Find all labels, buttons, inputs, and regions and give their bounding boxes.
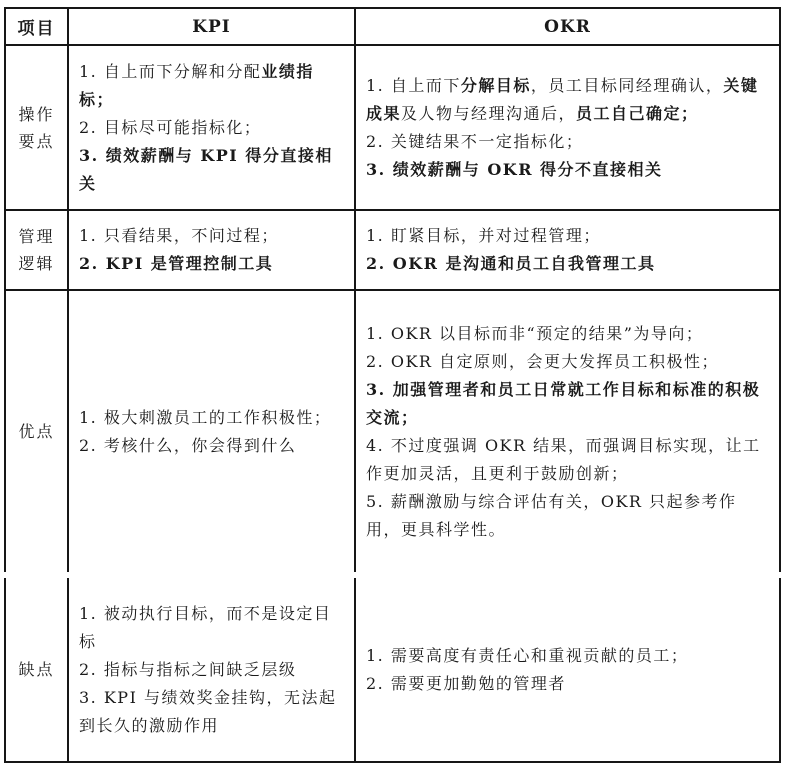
kpi-cell-management-logic <box>69 211 356 289</box>
list-item: 1. 自上而下分解目标，员工目标同经理确认，关键成果及人物与经理沟通后，员工自己确定； <box>366 75 759 123</box>
list-item: 1. 盯紧目标，并对过程管理； <box>366 226 601 245</box>
column-header-kpi: KPI <box>69 9 356 44</box>
table-header-row <box>6 9 779 46</box>
kpi-cell-disadvantages <box>69 578 356 761</box>
list-item: 5. 薪酬激励与综合评估有关，OKR 只起参考作用，更具科学性。 <box>366 491 737 539</box>
list-item: 3. 加强管理者和员工日常就工作目标和标准的积极交流； <box>366 379 761 427</box>
row-label-advantages: 优点 <box>6 291 69 572</box>
list-item: 2. OKR 是沟通和员工自我管理工具 <box>366 254 656 273</box>
row-label-operation-points: 操作要点 <box>6 46 69 209</box>
column-header-okr: OKR <box>544 16 591 37</box>
kpi-cell-operation-points <box>69 46 356 209</box>
table-row-advantages <box>6 291 779 572</box>
row-label-disadvantages: 缺点 <box>6 578 69 761</box>
kpi-okr-comparison-table <box>4 7 781 763</box>
okr-cell-management-logic <box>356 211 779 289</box>
table-body <box>6 46 779 761</box>
list-item: 1. OKR 以目标而非“预定的结果”为导向； <box>366 323 704 343</box>
column-header-item: 项目 <box>6 9 69 44</box>
list-item: 2. 考核什么，你会得到什么 <box>79 435 297 455</box>
list-item: 2. 关键结果不一定指标化； <box>366 131 584 151</box>
list-item: 3. 绩效薪酬与 KPI 得分直接相关 <box>79 145 333 193</box>
list-item: 4. 不过度强调 OKR 结果，而强调目标实现，让工作更加灵活，且更利于鼓励创新； <box>366 435 761 483</box>
list-item: 1. 极大刺激员工的工作积极性； <box>79 407 332 427</box>
list-item: 3. 绩效薪酬与 OKR 得分不直接相关 <box>366 159 663 179</box>
kpi-cell-advantages <box>69 291 356 572</box>
list-item: 1. 被动执行目标，而不是设定目标 <box>79 603 332 651</box>
list-item: 2. 指标与指标之间缺乏层级 <box>79 659 297 679</box>
list-item: 2. 目标尽可能指标化； <box>79 117 262 137</box>
okr-cell-advantages <box>356 291 779 572</box>
table-row-disadvantages <box>6 578 779 761</box>
row-label-management-logic: 管理逻辑 <box>6 211 69 289</box>
list-item: 1. 自上而下分解和分配业绩指标； <box>79 61 314 109</box>
list-item: 2. KPI 是管理控制工具 <box>79 254 274 273</box>
list-item: 2. OKR 自定原则，会更大发挥员工积极性； <box>366 351 720 371</box>
list-item: 1. 只看结果，不问过程； <box>79 226 279 245</box>
okr-cell-disadvantages <box>356 578 779 761</box>
okr-cell-operation-points <box>356 46 779 209</box>
table-row-management-logic <box>6 211 779 291</box>
list-item: 1. 需要高度有责任心和重视贡献的员工； <box>366 645 689 665</box>
list-item: 3. KPI 与绩效奖金挂钩，无法起到长久的激励作用 <box>79 687 337 735</box>
row-divider-gap <box>6 572 779 578</box>
list-item: 2. 需要更加勤勉的管理者 <box>366 673 566 693</box>
table-row-operation-points <box>6 46 779 211</box>
